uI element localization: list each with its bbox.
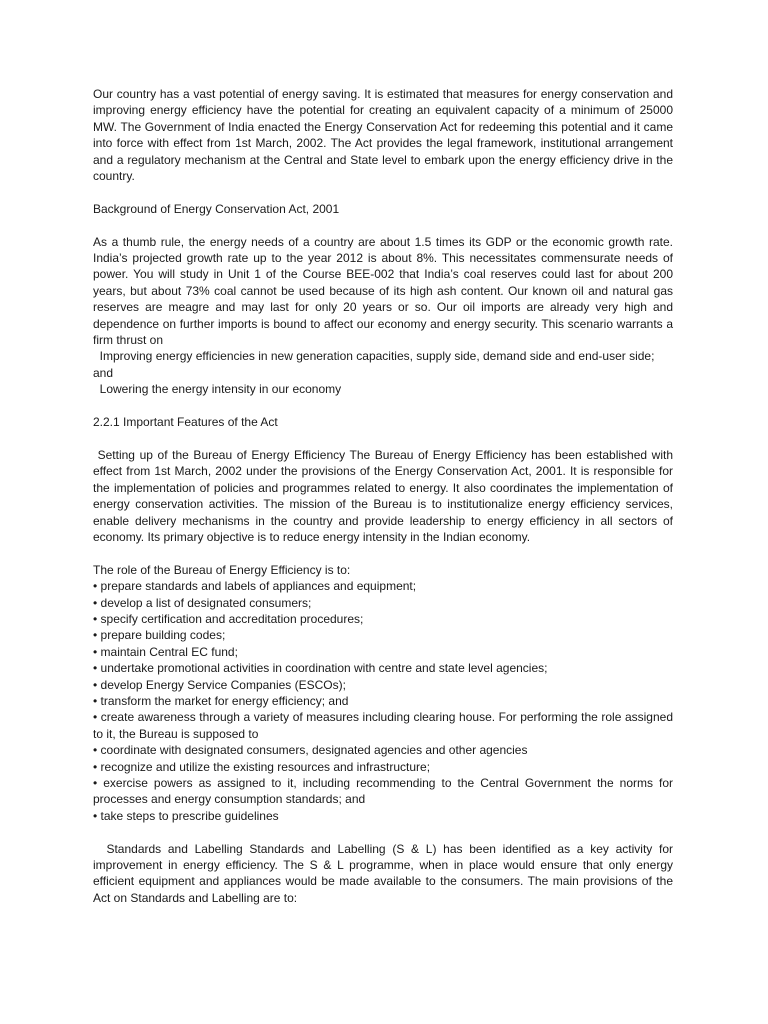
background-paragraph: As a thumb rule, the energy needs of a country are about 1.5 times its GDP or the economic growth rate. India’s projected growth rate up to the year 2012 is about 8%. This necessitates commensurate needs of power. You will study in Unit 1 of the Course BEE-002 that India’s coal reserves could last for about 200 years, but about 73% coal cannot be used because of its high ash content. Our known oil and natural gas reserves are meagre and may last for only 20 years or so. Our oil imports are already very high and dependence on further imports is bound to affect our economy and energy security. This scenario warrants a firm thrust on: [93, 234, 673, 348]
role-item: • maintain Central EC fund;: [93, 644, 238, 659]
bureau-paragraph: [93, 447, 673, 545]
role-item: • specify certification and accreditation procedures;: [93, 611, 364, 626]
document-body: [93, 86, 673, 923]
background-point-efficiency-text: Improving energy efficiencies in new generation capacities, supply side, demand side and end-user side; and: [93, 349, 655, 380]
intro-paragraph: Our country has a vast potential of energy saving. It is estimated that measures for energy conservation and improving energy efficiency have the potential for creating an equivalent capacity of a minimum of 25000 MW. The Government of India enacted the Energy Conservation Act for redeeming this potential and it came into force with effect from 1st March, 2002. The Act provides the legal framework, institutional arrangement and a regulatory mechanism at the Central and State level to embark upon the energy efficiency drive in the country.: [93, 87, 673, 184]
role-intro: The role of the Bureau of Energy Efficiency is to:: [93, 562, 351, 577]
standards-paragraph-text: Standards and Labelling Standards and Labelling (S & L) has been identified as a key activity for improvement in energy efficiency. The S & L programme, when in place would ensure that only energy efficient equipment and appliances would be made available to the consumers. The main provisions of the Act on Standards and Labelling are to:: [93, 841, 674, 905]
role-item: • coordinate with designated consumers, designated agencies and other agencies: [93, 743, 528, 758]
bureau-paragraph-text: Setting up of the Bureau of Energy Efficiency The Bureau of Energy Efficiency has been established with effect from 1st March, 2002 under the provisions of the Energy Conservation Act, 2001. It is responsible for the implementation of policies and programmes related to energy. It also coordinates the implementation of energy conservation activities. The mission of the Bureau is to institutionalize energy efficiency services, enable delivery mechanisms in the country and provide leadership to energy efficiency in all sectors of economy. Its primary objective is to reduce energy intensity in the Indian economy.: [93, 447, 673, 544]
background-point-intensity: [93, 381, 673, 397]
role-item: • develop Energy Service Companies (ESCOs);: [93, 677, 346, 692]
standards-paragraph: [93, 841, 673, 907]
role-item: • undertake promotional activities in coordination with centre and state level agencies;: [93, 661, 548, 676]
features-heading: 2.2.1 Important Features of the Act: [93, 415, 278, 430]
role-list: [93, 562, 673, 825]
background-point-intensity-text: Lowering the energy intensity in our economy: [99, 382, 342, 397]
role-item: • recognize and utilize the existing resources and infrastructure;: [93, 759, 431, 774]
role-item: • exercise powers as assigned to it, including recommending to the Central Government the norms for processes and energy consumption standards; and: [93, 775, 673, 807]
role-item: • prepare building codes;: [93, 628, 226, 643]
role-item: • prepare standards and labels of appliances and equipment;: [93, 579, 417, 594]
background-point-efficiency: [93, 348, 673, 381]
role-item: • take steps to prescribe guidelines: [93, 808, 279, 823]
role-item: • develop a list of designated consumers;: [93, 595, 312, 610]
role-item: • transform the market for energy efficiency; and: [93, 693, 349, 708]
background-heading: Background of Energy Conservation Act, 2001: [93, 201, 340, 216]
role-item: • create awareness through a variety of measures including clearing house. For performing the role assigned to it, the Bureau is supposed to: [93, 710, 673, 741]
